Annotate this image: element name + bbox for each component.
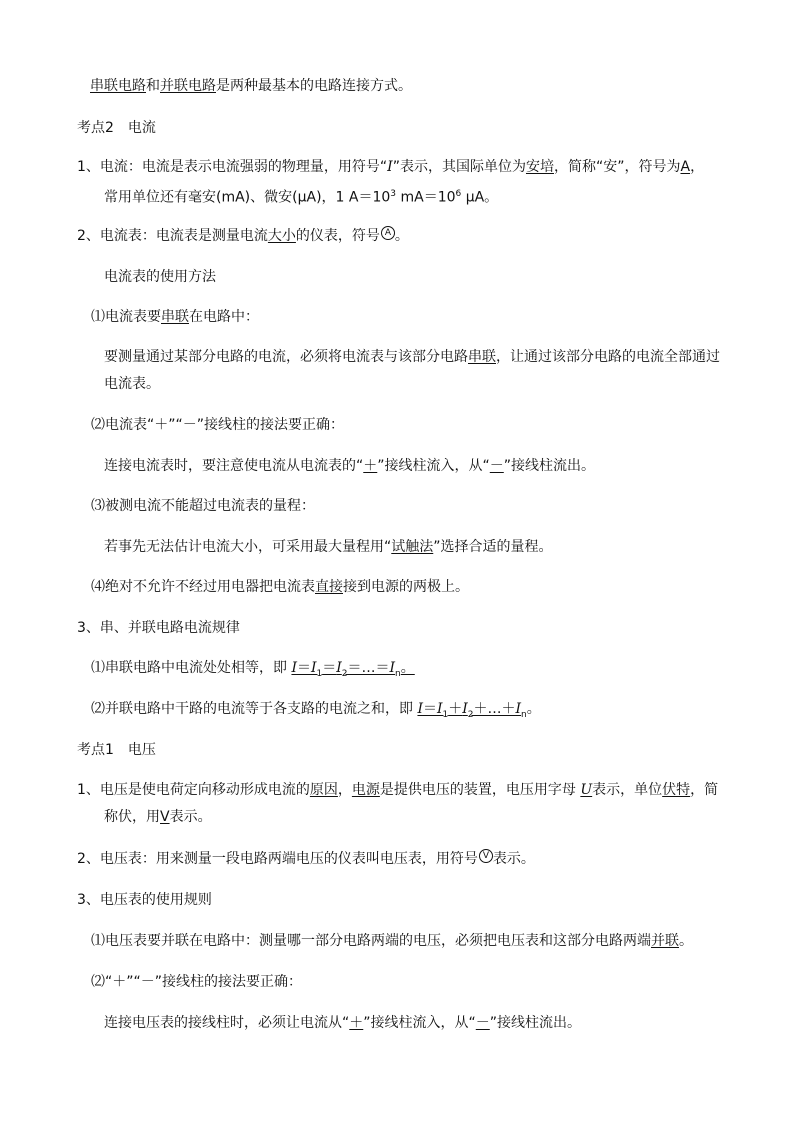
ammeter-rule-2: ⑵电流表“＋”“－”接线柱的接法要正确： — [91, 417, 345, 433]
series-current-law: ⑴串联电路中电流处处相等，即 $I=I_1=I_2=\dots=I_n$。 — [91, 660, 415, 679]
voltmeter-rule-2-detail: 连接电压表的接线柱时，必须让电流从“＋”接线柱流入，从“－”接线柱流出。 — [104, 1015, 582, 1031]
current-definition-line2: 常用单位还有毫安(mA)、微安(μA)，1 $A=10^3$ $mA=10^6$ μA。 — [104, 189, 499, 206]
current-law-title: 3、串、并联电路电流规律 — [77, 620, 240, 636]
ammeter-usage-title: 电流表的使用方法 — [104, 269, 216, 285]
ammeter-rule-1-detail-line2: 电流表。 — [104, 376, 160, 392]
voltmeter-definition: 2、电压表：用来测量一段电路两端电压的仪表叫电压表，用符号 V 表示。 — [77, 851, 535, 867]
term-parallel-circuit: 并联电路 — [160, 78, 216, 94]
intro-line: 串联电路和并联电路是两种最基本的电路连接方式。 — [90, 78, 412, 94]
unit-symbol-a: A — [680, 159, 691, 175]
series-current-formula: $I=I_1=I_2=\dots=I_n$。 — [291, 660, 415, 679]
section-heading-voltage: 考点1 电压 — [77, 742, 156, 758]
section-heading-current: 考点2 电流 — [77, 120, 156, 136]
ammeter-rule-1-detail-line1: 要测量通过某部分电路的电流，必须将电流表与该部分电路串联，让通过该部分电路的电流全部通过 — [104, 349, 720, 365]
parallel-current-formula: $I=I_1+I_2+\dots+I_n$ — [417, 701, 527, 720]
term-series-circuit: 串联电路 — [90, 78, 146, 94]
ammeter-rule-4: ⑷绝对不允许不经过用电器把电流表直接接到电源的两极上。 — [91, 579, 469, 595]
ammeter-rule-3-detail: 若事先无法估计电流大小，可采用最大量程用“试触法”选择合适的量程。 — [104, 539, 553, 555]
ammeter-rule-1: ⑴电流表要串联在电路中： — [91, 309, 259, 325]
voltmeter-icon: V — [479, 849, 493, 863]
voltmeter-rule-1: ⑴电压表要并联在电路中：测量哪一部分电路两端的电压，必须把电压表和这部分电路两端并联。 — [91, 933, 693, 949]
ammeter-rule-3: ⑶被测电流不能超过电流表的量程： — [91, 498, 315, 514]
voltmeter-rules-title: 3、电压表的使用规则 — [77, 892, 212, 908]
ammeter-rule-2-detail: 连接电流表时，要注意使电流从电流表的“＋”接线柱流入，从“－”接线柱流出。 — [104, 458, 596, 474]
voltmeter-rule-2: ⑵“＋”“－”接线柱的接法要正确： — [91, 974, 303, 990]
parallel-current-law: ⑵并联电路中干路的电流等于各支路的电流之和，即 $I=I_1+I_2+\dots+I_n$。 — [91, 701, 541, 720]
current-definition-line1: 1、电流：电流是表示电流强弱的物理量，用符号“I”表示，其国际单位为安培，简称“安”，符号为A， — [77, 159, 705, 175]
ammeter-definition: 2、电流表：电流表是测量电流大小的仪表，符号 A 。 — [77, 228, 409, 244]
ammeter-icon: A — [381, 226, 395, 240]
voltage-definition-line1: 1、电压是使电荷定向移动形成电流的原因，电源是提供电压的装置，电压用字母 U表示，单位伏特，简 — [77, 782, 719, 798]
voltage-definition-line2: 称伏，用V表示。 — [104, 809, 212, 825]
unit-ampere: 安培 — [525, 159, 554, 175]
